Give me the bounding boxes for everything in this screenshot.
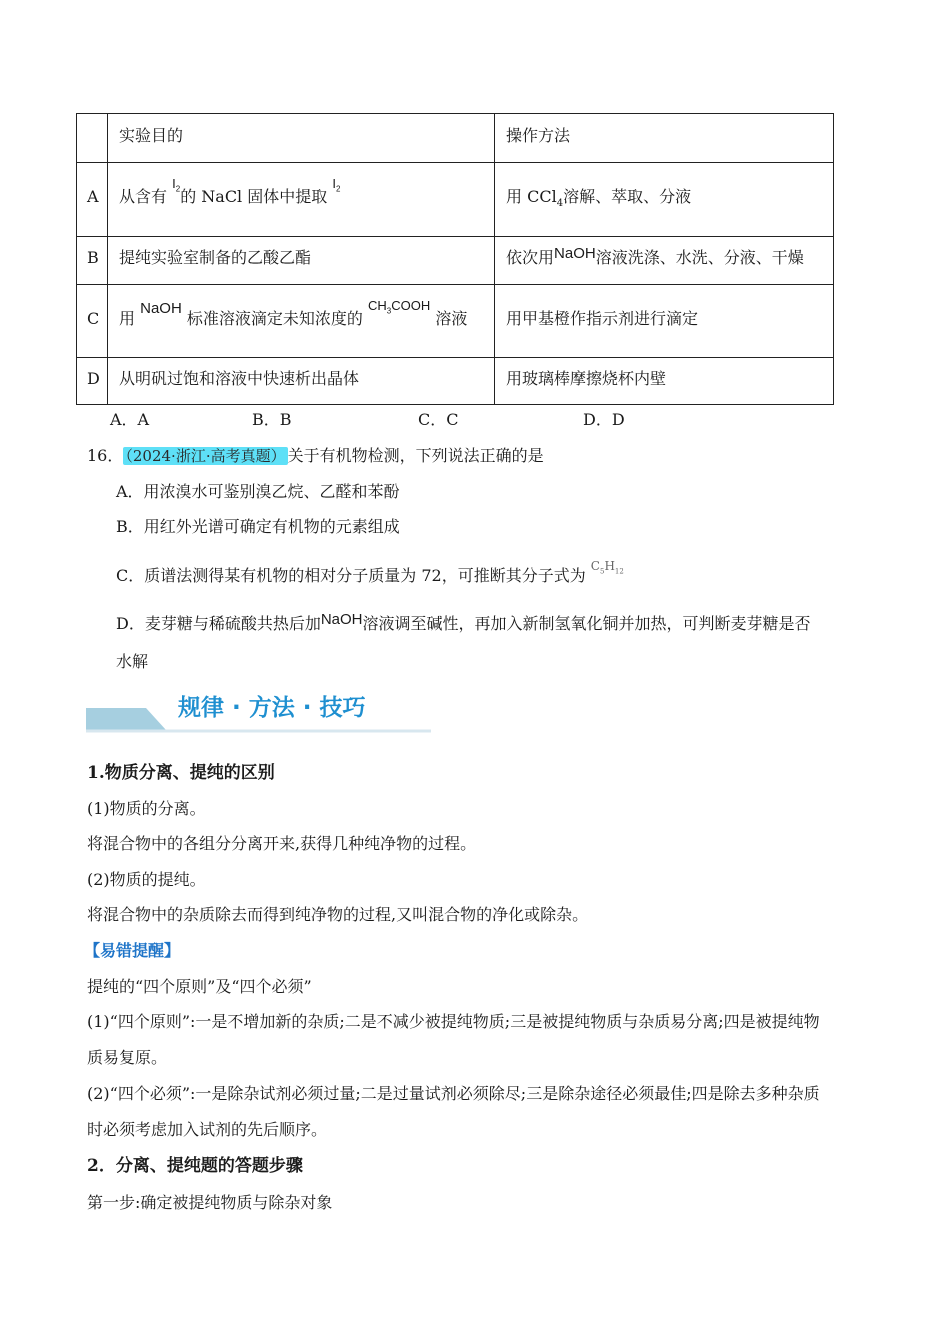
table-divider xyxy=(494,114,495,404)
source-badge: （2024·浙江·高考真题） xyxy=(125,447,286,465)
row-b-purpose: 提纯实验室制备的乙酸乙酯 xyxy=(119,248,312,267)
row-label-a: A xyxy=(87,187,99,206)
paragraph: 时必须考虑加入试剂的先后顺序。 xyxy=(87,1120,328,1139)
row-b-method: 依次用NaOH溶液洗涤、水洗、分液、干燥 xyxy=(506,245,804,267)
q16-option-c[interactable]: C．质谱法测得某有机物的相对分子质量为 72，可推断其分子式为 $^{C_5H_{12}}$ xyxy=(116,559,624,585)
row-label-b: B xyxy=(87,248,99,267)
row-d-method: 用玻璃棒摩擦烧杯内壁 xyxy=(506,369,667,388)
chem-naoh: NaOH xyxy=(320,611,363,628)
chem-naoh: NaOH xyxy=(140,300,182,317)
chem-naoh: NaOH xyxy=(554,245,596,262)
paragraph: (2)物质的提纯。 xyxy=(87,870,206,889)
table-divider xyxy=(77,162,833,163)
chem-i2: I2 xyxy=(172,176,181,194)
q16-option-d[interactable]: D．麦芽糖与稀硫酸共热后加NaOH溶液调至碱性，再加入新制氢氧化铜并加热，可判断麦芽糖是否 xyxy=(116,611,811,633)
paragraph: 将混合物中的各组分分离开来,获得几种纯净物的过程。 xyxy=(87,834,477,853)
heading-2: 2．分离、提纯题的答题步骤 xyxy=(87,1156,303,1176)
section-banner xyxy=(86,695,431,734)
row-d-purpose: 从明矾过饱和溶液中快速析出晶体 xyxy=(119,369,360,388)
paragraph: 质易复原。 xyxy=(87,1048,168,1067)
tip-label: 【易错提醒】 xyxy=(84,941,181,960)
table-divider xyxy=(77,284,833,285)
q16-option-b[interactable]: B．用红外光谱可确定有机物的元素组成 xyxy=(116,517,400,536)
q16-option-a[interactable]: A．用浓溴水可鉴别溴乙烷、乙醛和苯酚 xyxy=(116,482,400,501)
option-c[interactable]: C．C xyxy=(418,410,459,429)
paragraph: (1)物质的分离。 xyxy=(87,799,206,818)
table-header-purpose: 实验目的 xyxy=(119,126,184,145)
experiment-table xyxy=(76,113,834,405)
row-a-method: 用 CCl$_4$溶解、萃取、分液 xyxy=(506,187,692,210)
table-divider xyxy=(77,357,833,358)
option-d[interactable]: D．D xyxy=(583,410,625,429)
table-header-method: 操作方法 xyxy=(506,126,571,145)
table-divider xyxy=(77,236,833,237)
row-c-method: 用甲基橙作指示剂进行滴定 xyxy=(506,309,699,328)
paragraph: 第一步:确定被提纯物质与除杂对象 xyxy=(87,1193,333,1212)
option-a[interactable]: A．A xyxy=(110,410,150,429)
paragraph: 将混合物中的杂质除去而得到纯净物的过程,又叫混合物的净化或除杂。 xyxy=(87,905,589,924)
row-label-d: D xyxy=(87,369,100,388)
q16-option-d-continued: 水解 xyxy=(116,652,149,671)
paragraph: (2)“四个必须”:一是除杂试剂必须过量;二是过量试剂必须除尽;三是除杂途径必须最佳;四是除去多种杂质 xyxy=(87,1084,820,1103)
paragraph: 提纯的“四个原则”及“四个必须” xyxy=(87,977,312,996)
question-stem: 关于有机物检测，下列说法正确的是 xyxy=(287,446,544,465)
option-b[interactable]: B．B xyxy=(252,410,292,429)
section-banner-title: 规律 · 方法 · 技巧 xyxy=(178,695,366,721)
chem-c5h12: C5H12 xyxy=(590,559,624,576)
chem-i2: I2 xyxy=(332,176,341,194)
paragraph: (1)“四个原则”:一是不增加新的杂质;二是不减少被提纯物质;三是被提纯物质与杂质易分离;四是被提纯物 xyxy=(87,1012,820,1031)
table-divider xyxy=(107,114,108,404)
row-a-purpose: 从含有 $^{I_2}$的 NaCl 固体中提取 $^{I_2}$ xyxy=(119,176,341,206)
chem-acetic-acid: CH3COOH xyxy=(368,298,431,316)
question-number: 16． xyxy=(87,446,124,465)
question-16 xyxy=(87,446,544,466)
row-label-c: C xyxy=(87,309,100,328)
heading-1: 1.物质分离、提纯的区别 xyxy=(87,763,275,783)
row-c-purpose: 用 NaOH 标准溶液滴定未知浓度的 $^{CH_3COOH}$ 溶液 xyxy=(119,298,468,328)
